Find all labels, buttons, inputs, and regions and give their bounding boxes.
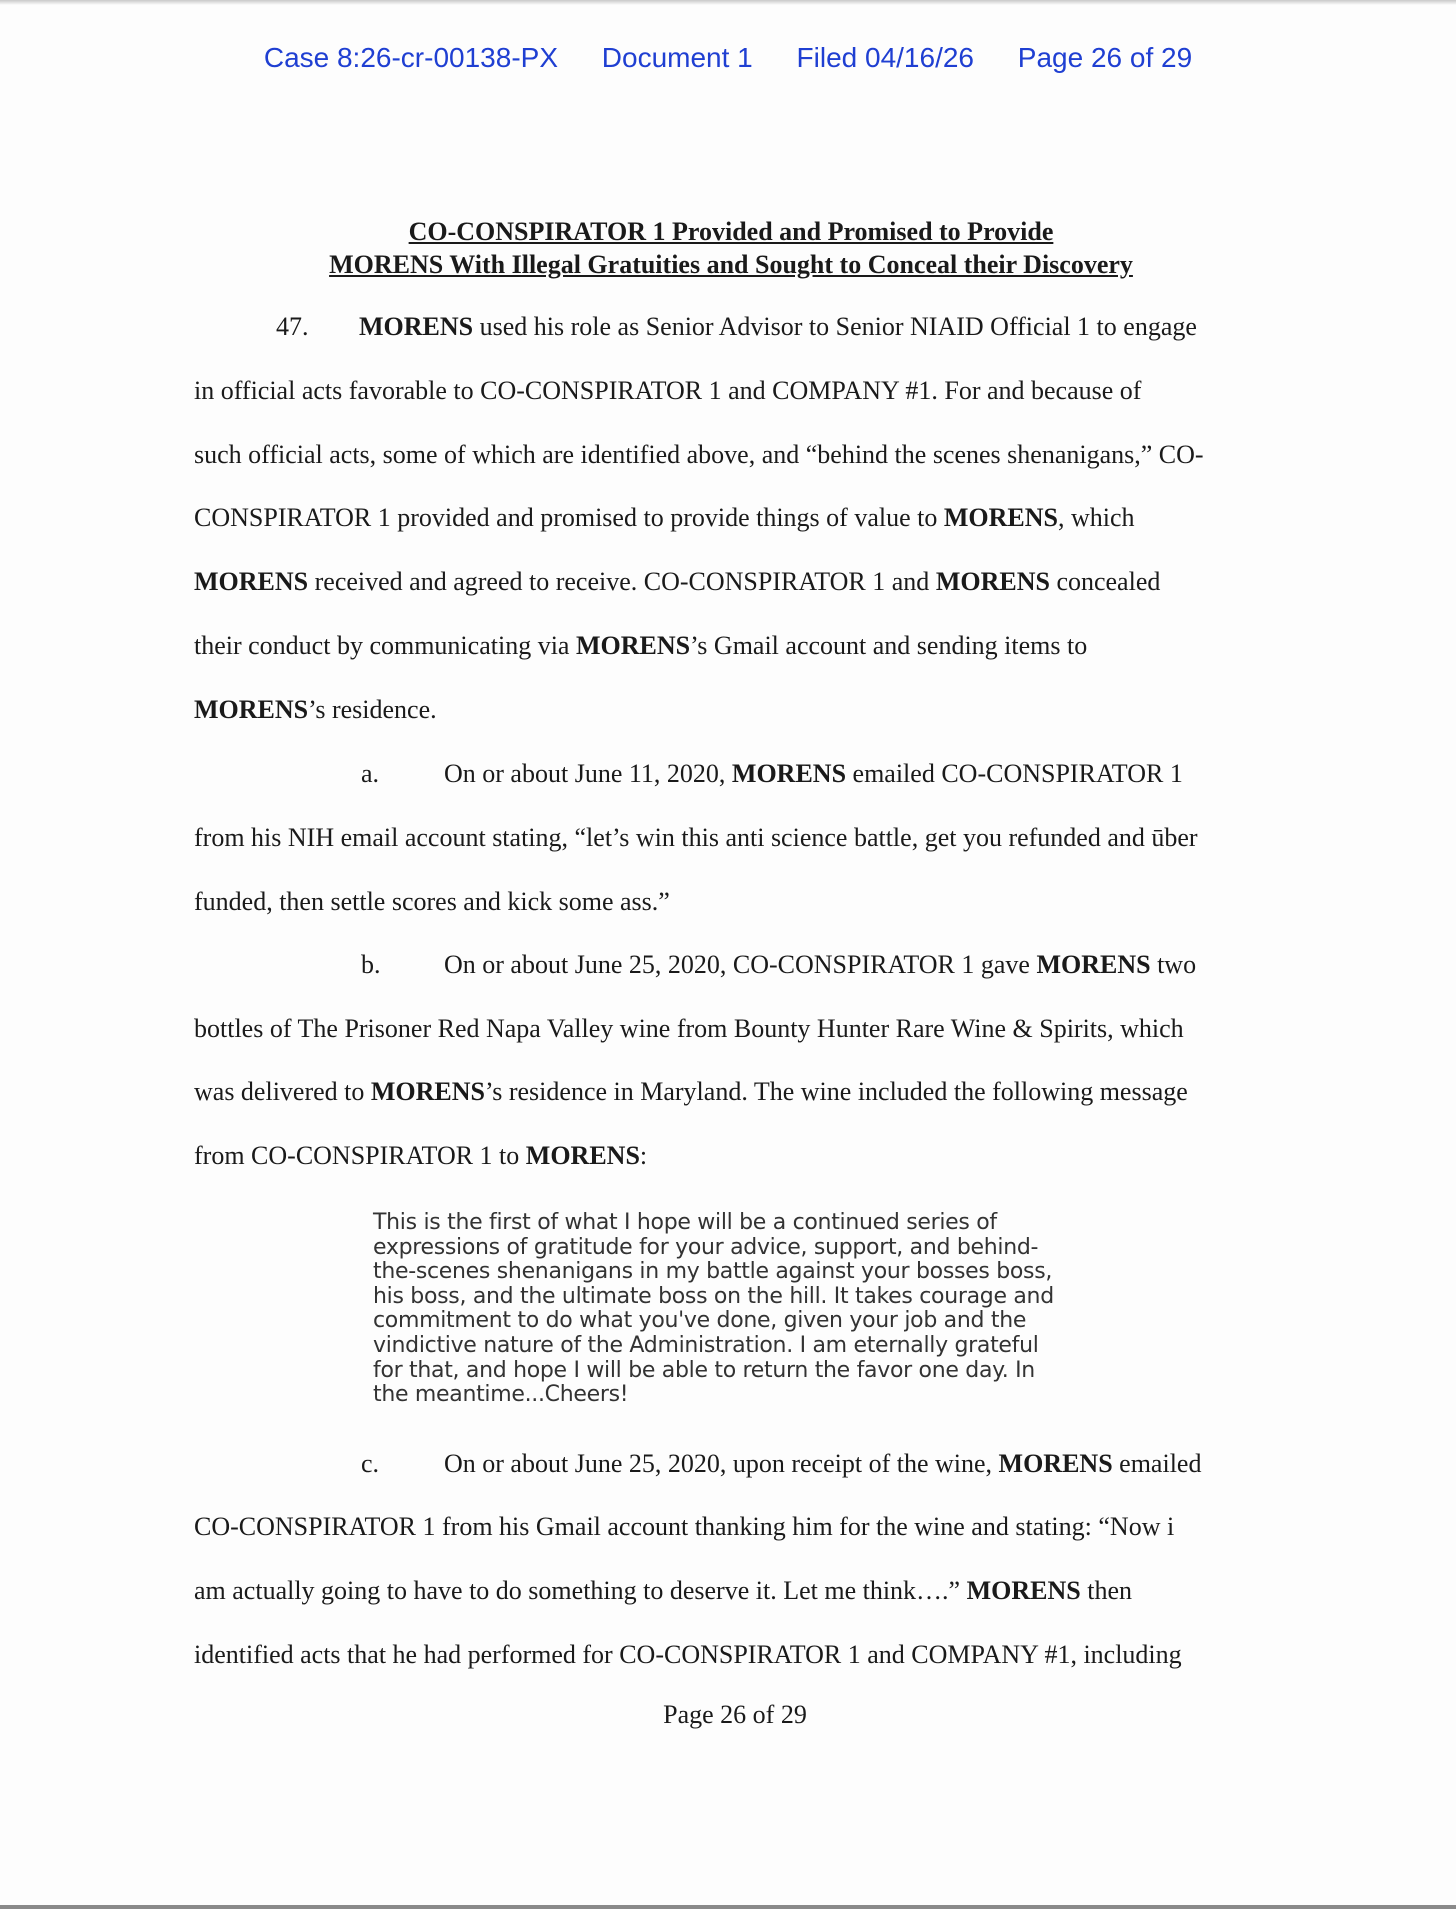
item-c-line-4: identified acts that he had performed for CO-CONSPIRATOR 1 and COMPANY #1, including <box>194 1640 1182 1669</box>
text-segment: ’s residence. <box>308 695 437 724</box>
text-segment: ’s residence in Maryland. The wine included the following message <box>485 1077 1188 1106</box>
defendant-name: MORENS <box>359 312 474 341</box>
text-segment: On or about June 25, 2020, CO-CONSPIRATOR 1 gave <box>444 950 1037 979</box>
item-b-label: b. <box>361 950 381 979</box>
footer-page-number: Page 26 of 29 <box>663 1700 807 1729</box>
quote-line-1: This is the first of what I hope will be a continued series of <box>373 1210 997 1235</box>
item-c-line-3 <box>194 1576 1132 1606</box>
case-number: Case 8:26-cr-00138-PX <box>263 42 558 73</box>
defendant-name: MORENS <box>525 1141 640 1170</box>
defendant-name: MORENS <box>731 759 847 788</box>
text-segment: On or about June 25, 2020, upon receipt of the wine, <box>444 1449 999 1478</box>
text-segment: then <box>1080 1576 1132 1605</box>
item-b-line-3 <box>194 1077 1188 1107</box>
text-segment: , which <box>1058 503 1135 532</box>
text-segment: received and agreed to receive. CO-CONSPIRATOR 1 and <box>308 567 936 596</box>
text-segment: was delivered to <box>194 1077 371 1106</box>
defendant-name: MORENS <box>935 567 1050 596</box>
ecf-filing-header <box>0 42 1456 74</box>
defendant-name: MORENS <box>370 1077 486 1106</box>
item-c-line-1 <box>444 1449 1201 1479</box>
text-segment: ’s Gmail account and sending items to <box>690 631 1088 660</box>
text-segment: their conduct by communicating via <box>194 631 576 660</box>
item-c-line-2: CO-CONSPIRATOR 1 from his Gmail account thanking him for the wine and stating: “Now i <box>194 1512 1175 1541</box>
text-segment: am actually going to have to do something to deserve it. Let me think….” <box>194 1576 967 1605</box>
quote-line-8: the meantime...Cheers! <box>373 1382 629 1408</box>
text-segment: from CO-CONSPIRATOR 1 to <box>194 1141 526 1170</box>
para-47-line-1 <box>359 312 1197 342</box>
header-page-number: Page 26 of 29 <box>1017 42 1193 73</box>
quote-line-7: for that, and hope I will be able to return the favor one day. In <box>373 1357 1035 1383</box>
text-segment: On or about June 11, 2020, <box>444 759 732 788</box>
para-47-line-5 <box>194 567 1160 597</box>
item-b-line-1 <box>444 950 1196 980</box>
defendant-name: MORENS <box>575 631 691 660</box>
defendant-name: MORENS <box>966 1576 1081 1605</box>
item-a-line-3: funded, then settle scores and kick some ass.” <box>194 887 670 916</box>
heading-line-2: MORENS With Illegal Gratuities and Sought to Conceal their Discovery <box>329 250 1133 279</box>
defendant-name: MORENS <box>1036 950 1151 979</box>
quote-line-6: vindictive nature of the Administration. I am eternally grateful <box>373 1332 1039 1358</box>
page-top-edge <box>0 0 1456 5</box>
text-segment: concealed <box>1049 567 1161 596</box>
para-47-line-3: such official acts, some of which are identified above, and “behind the scenes shenanigans,” CO- <box>194 440 1204 469</box>
para-47-line-7 <box>194 695 437 725</box>
defendant-name: MORENS <box>943 503 1058 532</box>
item-a-line-1 <box>444 759 1183 789</box>
quote-line-4: his boss, and the ultimate boss on the hill. It takes courage and <box>373 1283 1054 1309</box>
item-c-label: c. <box>361 1449 380 1478</box>
quote-line-3: the-scenes shenanigans in my battle against your bosses boss, <box>373 1259 1053 1285</box>
heading-line-1: CO-CONSPIRATOR 1 Provided and Promised to Provide <box>408 217 1054 246</box>
text-segment: emailed <box>1112 1449 1202 1478</box>
defendant-name: MORENS <box>998 1449 1113 1478</box>
para-47-line-6 <box>194 631 1087 661</box>
para-47-line-2: in official acts favorable to CO-CONSPIRATOR 1 and COMPANY #1. For and because of <box>194 376 1142 405</box>
document-number: Document 1 <box>601 42 753 73</box>
defendant-name: MORENS <box>194 567 309 596</box>
item-a-label: a. <box>361 759 380 788</box>
defendant-name: MORENS <box>194 695 309 724</box>
item-a-line-2: from his NIH email account stating, “let’s win this anti science battle, get you refunded and ūber <box>194 823 1198 852</box>
text-segment: : <box>639 1141 648 1170</box>
section-heading <box>0 215 1456 281</box>
page-bottom-edge <box>0 1905 1456 1909</box>
para-47-line-4 <box>194 503 1135 533</box>
text-segment: CONSPIRATOR 1 provided and promised to provide things of value to <box>194 503 944 532</box>
quote-line-2: expressions of gratitude for your advice, support, and behind- <box>373 1234 1039 1260</box>
filed-date: Filed 04/16/26 <box>796 42 974 73</box>
wine-gift-message-quote <box>373 1211 1133 1408</box>
item-b-line-2: bottles of The Prisoner Red Napa Valley wine from Bounty Hunter Rare Wine & Spirits, which <box>194 1014 1184 1043</box>
item-b-line-4 <box>194 1141 647 1171</box>
text-segment: used his role as Senior Advisor to Senior NIAID Official 1 to engage <box>473 312 1197 341</box>
text-segment: two <box>1150 950 1197 979</box>
text-segment: emailed CO-CONSPIRATOR 1 <box>846 759 1183 788</box>
quote-line-5: commitment to do what you've done, given your job and the <box>373 1308 1027 1334</box>
para-47-number: 47. <box>276 312 309 341</box>
